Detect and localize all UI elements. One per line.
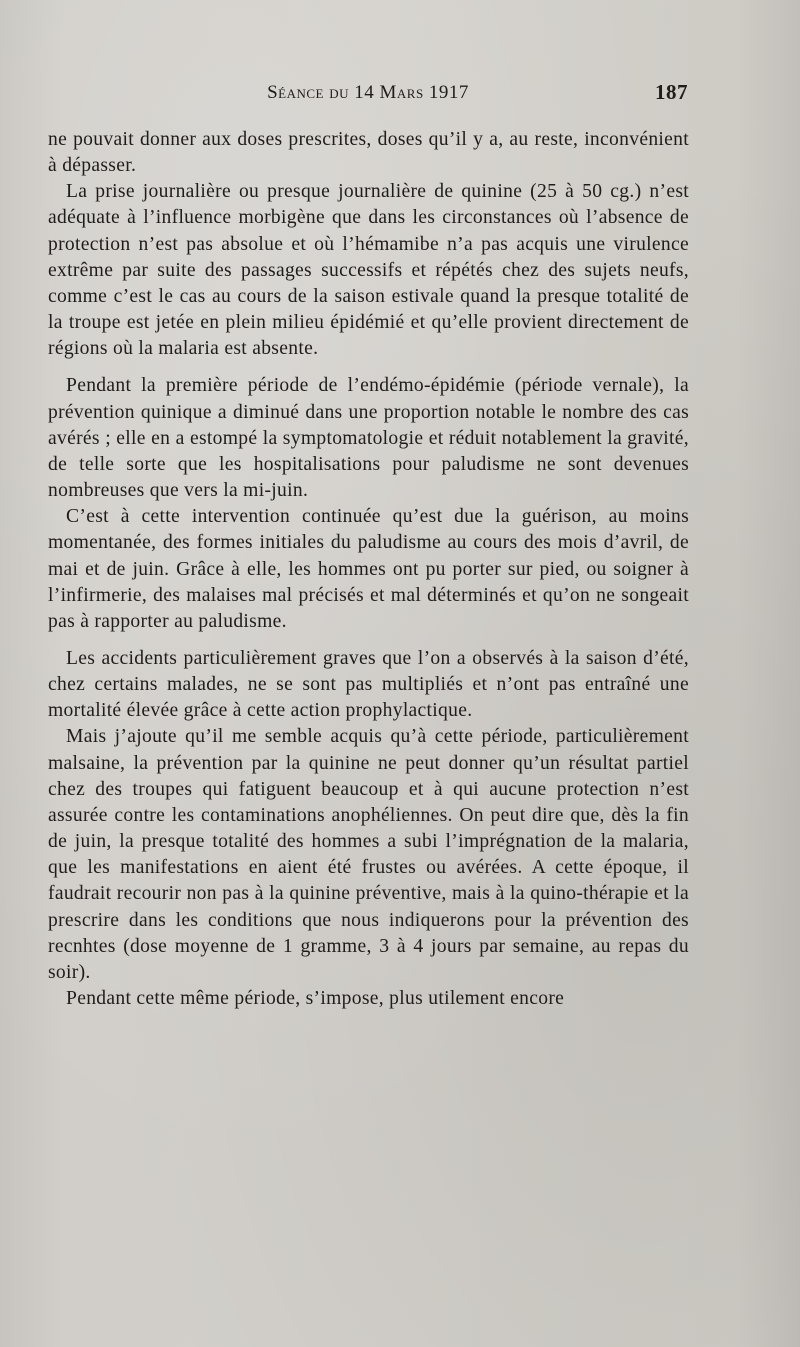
paragraph-same-period: Pendant cette même période, s’impose, plus utilement encore	[66, 988, 565, 1009]
paragraph-partial-result: Mais j’ajoute qu’il me semble acquis qu’à cette période, particulièrement malsaine, la prévention par la quinine ne peut donner qu’un résultat partiel chez des troupes qui fatiguent beaucoup et à qui aucune protection n’est assurée contre les contaminations anophéliennes. On peut dire que, dès la fin de juin, la presque totalité des hommes a subi l’imprégnation de la malaria, que les manifestations en aient été frustes ou avérées. A cette époque, il faudrait recourir non pas à la quinine préventive, mais à la quino-thérapie et la prescrire dans les conditions que nous indiquerons pour la prévention des recnhtes (dose moyenne de 1 gramme, 3 à 4 jours par semaine, au repas du soir).	[48, 726, 689, 983]
paragraph-vernal-period: Pendant la première période de l’endémo-épidémie (période vernale), la prévention quinique a diminué dans une proportion notable le nombre des cas avérés ; elle en a estompé la symptomatologie et réduit notablement la gravité, de telle sorte que les hospitalisations pour paludisme ne sont devenues nombreuses que vers la mi-juin.	[48, 375, 689, 502]
paragraph-continued-intervention: C’est à cette intervention continuée qu’est due la guérison, au moins momentanée, des formes initiales du paludisme au cours des mois d’avril, de mai et de juin. Grâce à elle, les hommes ont pu porter sur pied, ou soigner à l’infirmerie, des malaises mal précisés et mal déterminés et qu’on ne songeait pas à rapporter au paludisme.	[48, 506, 689, 632]
page-header	[48, 82, 688, 112]
paragraph-continuation: ne pouvait donner aux doses prescrites, doses qu’il y a, au reste, inconvénient à dépasser.	[48, 129, 689, 177]
body-text	[48, 127, 689, 1012]
paragraph-serious-accidents: Les accidents particulièrement graves que l’on a observés à la saison d’été, chez certains malades, ne se sont pas multipliés et n’ont pas entraîné une mortalité élevée grâce à cette action prophylactique.	[48, 647, 689, 722]
page-number: 187	[655, 80, 688, 104]
paragraph-quinine-dose: La prise journalière ou presque journalière de quinine (25 à 50 cg.) n’est adéquate à l’influence morbigène que dans les circonstances où l’absence de protection n’est pas absolue et où l’hémamibe n’a pas acquis une virulence extrême par suite des passages successifs et répétés chez des sujets neufs, comme c’est le cas au cours de la saison estivale quand la presque totalité de la troupe est jetée en plein milieu épidémié et qu’elle provient directement de régions où la malaria est absente.	[48, 181, 689, 360]
running-title: Séance du 14 Mars 1917	[267, 82, 469, 103]
